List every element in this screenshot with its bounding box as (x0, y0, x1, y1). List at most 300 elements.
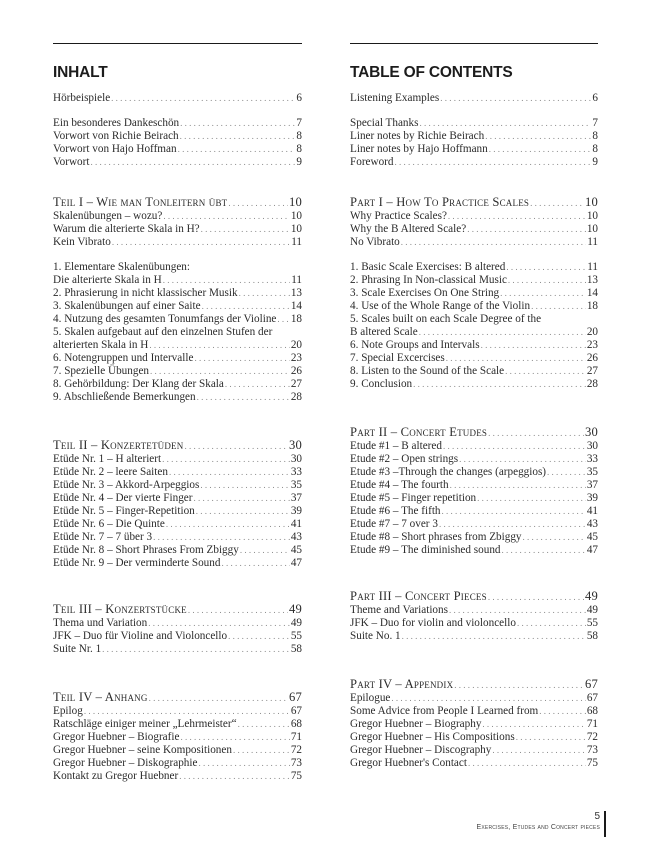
entry-title: 6. Notengruppen und Intervalle (53, 352, 194, 364)
entry-page-number: 27 (290, 378, 302, 390)
entry-title: Vorwort (53, 156, 90, 168)
toc-entry[interactable] (350, 718, 598, 731)
entry-page-number: 26 (290, 365, 302, 377)
entry-title: Etude #2 – Open strings (350, 453, 459, 465)
preface-group (350, 117, 598, 169)
entry-page-number: 72 (290, 744, 302, 756)
dot-leader (477, 492, 586, 505)
entry-title: Gregor Huebner's Contact (350, 757, 467, 769)
toc-entry[interactable] (53, 744, 302, 757)
toc-entry[interactable] (350, 210, 598, 223)
part-heading[interactable] (350, 589, 598, 604)
entry-page-number: 27 (586, 365, 598, 377)
entry-page-number: 73 (290, 757, 302, 769)
entry-page-number: 30 (585, 425, 598, 439)
entry-title: Thema und Variation (53, 617, 148, 629)
entry-title: 3. Skalenübungen auf einer Saite (53, 300, 201, 312)
entry-page-number: 20 (290, 339, 302, 351)
entry-title: Die alterierte Skala in H (53, 274, 162, 286)
dot-leader (539, 705, 586, 718)
entry-page-number: 13 (290, 287, 302, 299)
entry-title: Gregor Huebner – Biography (350, 718, 482, 730)
dot-leader (201, 223, 290, 236)
entry-title: 4. Nutzung des gesamten Tonumfangs der Violine (53, 313, 277, 325)
entry-title: 8. Gehörbildung: Der Klang der Skala (53, 378, 224, 390)
dot-leader (197, 391, 290, 404)
entry-title: Ratschläge einiger meiner „Lehrmeister“ (53, 718, 237, 730)
toc-entry[interactable] (350, 274, 598, 287)
footer-bar (604, 811, 607, 837)
entry-title: Listening Examples (350, 92, 440, 104)
toc-entry[interactable] (350, 453, 598, 466)
dot-leader (180, 117, 295, 130)
dot-leader (492, 744, 585, 757)
entry-title: Kein Vibrato (53, 236, 111, 248)
toc-entry[interactable] (53, 630, 302, 643)
entry-title: Etüde Nr. 5 – Finger-Repetition (53, 505, 195, 517)
dot-leader (111, 92, 295, 105)
entry-page-number: 55 (290, 630, 302, 642)
dot-leader (443, 440, 586, 453)
dot-leader (196, 505, 290, 518)
entry-page-number: 10 (290, 223, 302, 235)
entry-page-number: 58 (290, 643, 302, 655)
entry-page-number: 9 (592, 156, 598, 168)
toc-entry[interactable] (53, 770, 302, 783)
entry-title: alterierten Skala in H (53, 339, 149, 351)
dot-leader (163, 274, 290, 287)
entry-title: Etude #1 – B altered (350, 440, 442, 452)
dot-leader (102, 643, 290, 656)
toc-entry[interactable] (53, 492, 302, 505)
toc-entry[interactable] (350, 617, 598, 630)
entry-page-number: 71 (586, 718, 598, 730)
entry-title: Part I – How To Practice Scales (350, 195, 530, 209)
toc-entry[interactable] (53, 731, 302, 744)
toc-entry[interactable] (350, 143, 598, 156)
dot-leader (150, 365, 290, 378)
entry-title: Why Practice Scales? (350, 210, 447, 222)
entry-page-number: 28 (586, 378, 598, 390)
toc-entry[interactable] (53, 466, 302, 479)
dot-leader (467, 223, 586, 236)
part-heading[interactable] (53, 602, 302, 617)
dot-leader (84, 705, 290, 718)
entry-title: Epilog (53, 705, 83, 717)
entry-title: Teil IV – Anhang (53, 690, 148, 704)
entry-page-number: 43 (586, 518, 598, 530)
toc-entry[interactable] (53, 274, 302, 287)
dot-leader (481, 339, 586, 352)
entry-page-number: 47 (586, 544, 598, 556)
part-4-section (53, 690, 302, 783)
toc-entry[interactable] (53, 365, 302, 378)
entry-title: Theme and Variations (350, 604, 448, 616)
part-3-section (350, 589, 598, 643)
dot-leader (112, 236, 290, 249)
entry-title: Etüde Nr. 7 – 7 über 3 (53, 531, 153, 543)
toc-entry[interactable] (53, 143, 302, 156)
dot-leader (240, 544, 290, 557)
entry-title: Ein besonderes Dankeschön (53, 117, 180, 129)
dot-leader (454, 678, 584, 692)
entry-title: Etüde Nr. 3 – Akkord-Arpeggios (53, 479, 200, 491)
entry-title: 9. Conclusion (350, 378, 413, 390)
entry-title: Some Advice from People I Learned from (350, 705, 539, 717)
dot-leader (401, 236, 586, 249)
entry-page-number: 28 (290, 391, 302, 403)
toc-entry[interactable] (350, 92, 598, 105)
dot-leader (166, 518, 290, 531)
entry-title: Vorwort von Richie Beirach (53, 130, 179, 142)
part-1-subsection (53, 261, 302, 404)
part-1-subsection (350, 261, 598, 391)
entry-title: 3. Scale Exercises On One String (350, 287, 500, 299)
entry-page-number: 35 (586, 466, 598, 478)
toc-entry[interactable] (53, 300, 302, 313)
toc-entry[interactable] (53, 378, 302, 391)
entry-page-number: 75 (586, 757, 598, 769)
toc-entry[interactable] (350, 705, 598, 718)
entry-title: Suite Nr. 1 (53, 643, 102, 655)
entry-title: 6. Note Groups and Intervals (350, 339, 480, 351)
entry-page-number: 73 (586, 744, 598, 756)
page-footer (477, 811, 606, 833)
entry-title: Special Thanks (350, 117, 419, 129)
entry-title: Etüde Nr. 4 – Der vierte Finger (53, 492, 193, 504)
entry-page-number: 49 (585, 589, 598, 603)
toc-entry[interactable] (350, 479, 598, 492)
dot-leader (516, 731, 586, 744)
dot-leader (506, 261, 586, 274)
toc-entry[interactable] (53, 92, 302, 105)
toc-entry[interactable] (350, 156, 598, 169)
part-3-section (53, 602, 302, 656)
entry-title: Gregor Huebner – seine Kompositionen (53, 744, 232, 756)
toc-entry[interactable] (350, 531, 598, 544)
entry-title: Part III – Concert Pieces (350, 589, 487, 603)
entry-page-number: 37 (586, 479, 598, 491)
dot-leader (523, 531, 586, 544)
toc-entry-line[interactable]: 5. Skalen aufgebaut auf den einzelnen Stufen der (53, 326, 273, 338)
entry-title: Etude #5 – Finger repetition (350, 492, 477, 504)
entry-page-number: 35 (290, 479, 302, 491)
entry-page-number: 75 (290, 770, 302, 782)
entry-page-number: 67 (585, 677, 598, 691)
entry-title: 2. Phrasierung in nicht klassischer Musik (53, 287, 238, 299)
entry-title: 7. Special Excercises (350, 352, 445, 364)
dot-leader (489, 143, 592, 156)
toc-entry[interactable] (350, 352, 598, 365)
toc-entry[interactable] (53, 391, 302, 404)
toc-entry[interactable] (53, 643, 302, 656)
entry-title: Etude #3 –Through the changes (arpeggios) (350, 466, 547, 478)
entry-page-number: 11 (291, 236, 302, 248)
toc-entry[interactable] (350, 744, 598, 757)
part-heading[interactable] (53, 438, 302, 453)
entry-page-number: 8 (296, 130, 302, 142)
entry-page-number: 10 (290, 210, 302, 222)
part-4-section (350, 677, 598, 770)
dot-leader (228, 196, 288, 210)
dot-leader (277, 313, 289, 326)
top-rule (350, 43, 598, 44)
toc-entry[interactable] (53, 718, 302, 731)
entry-title: Warum die alterierte Skala in H? (53, 223, 200, 235)
entry-page-number: 49 (290, 617, 302, 629)
entry-title: No Vibrato (350, 236, 400, 248)
dot-leader (442, 505, 586, 518)
dot-leader (180, 731, 289, 744)
entry-page-number: 41 (586, 505, 598, 517)
toc-entry[interactable] (53, 757, 302, 770)
entry-title: Liner notes by Richie Beirach (350, 130, 485, 142)
dot-leader (459, 453, 586, 466)
entry-title: Etude #6 – The fifth (350, 505, 441, 517)
dot-leader (449, 604, 586, 617)
entry-page-number: 30 (289, 438, 302, 452)
toc-entry[interactable] (53, 505, 302, 518)
dot-leader (531, 300, 586, 313)
toc-entry[interactable] (350, 130, 598, 143)
toc-entry-line[interactable]: 5. Scales built on each Scale Degree of the (350, 313, 542, 325)
dot-leader (228, 630, 290, 643)
top-rule (53, 43, 302, 44)
toc-entry[interactable] (53, 617, 302, 630)
entry-page-number: 8 (592, 130, 598, 142)
toc-entry[interactable] (53, 705, 302, 718)
entry-title: 2. Phrasing In Non-classical Music (350, 274, 507, 286)
entry-page-number: 43 (290, 531, 302, 543)
book-title: Exercises, Etudes and Concert pieces (476, 824, 600, 831)
entry-page-number: 18 (586, 300, 598, 312)
dot-leader (184, 439, 288, 453)
entry-title: Kontakt zu Gregor Huebner (53, 770, 179, 782)
part-heading[interactable] (53, 195, 302, 210)
entry-page-number: 33 (586, 453, 598, 465)
dot-leader (419, 117, 591, 130)
dot-leader (198, 757, 289, 770)
entry-title: Etude #7 – 7 over 3 (350, 518, 438, 530)
toc-entry[interactable] (53, 223, 302, 236)
entry-title: Skalenübungen – wozu? (53, 210, 163, 222)
entry-page-number: 33 (290, 466, 302, 478)
toc-entry[interactable] (350, 505, 598, 518)
entry-title: Gregor Huebner – Biografie (53, 731, 180, 743)
toc-entry[interactable] (53, 531, 302, 544)
toc-entry[interactable] (53, 117, 302, 130)
toc-entry[interactable] (53, 479, 302, 492)
part-heading[interactable] (350, 677, 598, 692)
entry-page-number: 37 (290, 492, 302, 504)
dot-leader (500, 287, 586, 300)
intro-group (350, 92, 598, 105)
toc-entry[interactable] (350, 326, 598, 339)
toc-entry[interactable] (350, 300, 598, 313)
dot-leader (508, 274, 586, 287)
entry-page-number: 10 (585, 195, 598, 209)
part-heading[interactable] (350, 425, 598, 440)
entry-page-number: 11 (587, 236, 598, 248)
entry-title: Etüde Nr. 6 – Die Quinte (53, 518, 165, 530)
toc-entry[interactable] (350, 518, 598, 531)
toc-entry[interactable] (53, 156, 302, 169)
toc-entry[interactable] (53, 352, 302, 365)
toc-entry[interactable] (350, 544, 598, 557)
entry-title: Hörbeispiele (53, 92, 111, 104)
entry-title: 1. Basic Scale Exercises: B altered (350, 261, 506, 273)
dot-leader (194, 352, 289, 365)
dot-leader (517, 617, 586, 630)
dot-leader (402, 630, 586, 643)
entry-page-number: 11 (291, 274, 302, 286)
entry-title: B altered Scale (350, 326, 418, 338)
dot-leader (488, 590, 584, 604)
dot-leader (440, 92, 591, 105)
toc-entry[interactable] (350, 223, 598, 236)
entry-title: Etüde Nr. 1 – H alteriert (53, 453, 162, 465)
toc-column-german (53, 43, 302, 795)
page-number: 5 (594, 811, 600, 822)
entry-page-number: 6 (296, 92, 302, 104)
dot-leader (419, 326, 586, 339)
entry-title: Gregor Huebner – His Compositions (350, 731, 515, 743)
toc-entry[interactable] (53, 518, 302, 531)
toc-entry[interactable] (350, 261, 598, 274)
entry-page-number: 71 (290, 731, 302, 743)
toc-entry[interactable] (53, 313, 302, 326)
part-2-section (350, 425, 598, 557)
toc-entry[interactable] (350, 365, 598, 378)
dot-leader (90, 156, 295, 169)
toc-entry[interactable] (53, 453, 302, 466)
dot-leader (162, 453, 290, 466)
dot-leader (148, 617, 290, 630)
toc-entry[interactable] (53, 544, 302, 557)
toc-entry[interactable] (350, 287, 598, 300)
dot-leader (468, 757, 586, 770)
toc-entry-line[interactable]: 1. Elementare Skalenübungen: (53, 261, 191, 273)
toc-entry[interactable] (53, 210, 302, 223)
dot-leader (395, 156, 592, 169)
toc-entry[interactable] (53, 236, 302, 249)
dot-leader (239, 287, 290, 300)
entry-page-number: 8 (296, 143, 302, 155)
entry-title: Vorwort von Hajo Hoffman (53, 143, 177, 155)
dot-leader (178, 143, 296, 156)
dot-leader (446, 352, 586, 365)
entry-title: Etüde Nr. 8 – Short Phrases From Zbiggy (53, 544, 239, 556)
entry-title: Why the B Altered Scale? (350, 223, 467, 235)
dot-leader (179, 770, 290, 783)
toc-entry[interactable] (350, 339, 598, 352)
dot-leader (482, 718, 585, 731)
toc-heading: INHALT (53, 64, 108, 81)
toc-entry[interactable] (350, 117, 598, 130)
entry-title: Gregor Huebner – Diskographie (53, 757, 198, 769)
dot-leader (149, 339, 289, 352)
entry-page-number: 39 (290, 505, 302, 517)
toc-entry[interactable] (53, 287, 302, 300)
entry-page-number: 39 (586, 492, 598, 504)
preface-group (53, 117, 302, 169)
toc-entry[interactable] (350, 692, 598, 705)
intro-group (53, 92, 302, 105)
dot-leader (221, 557, 289, 570)
toc-entry[interactable] (350, 440, 598, 453)
entry-title: Epilogue (350, 692, 391, 704)
entry-title: 9. Abschließende Bemerkungen (53, 391, 196, 403)
entry-title: Etude #9 – The diminished sound (350, 544, 501, 556)
entry-title: Teil III – Konzertstücke (53, 602, 187, 616)
toc-entry[interactable] (350, 757, 598, 770)
dot-leader (233, 744, 290, 757)
entry-page-number: 72 (586, 731, 598, 743)
toc-entry[interactable] (350, 731, 598, 744)
entry-page-number: 20 (586, 326, 598, 338)
toc-heading: TABLE OF CONTENTS (350, 64, 513, 81)
dot-leader (225, 378, 290, 391)
entry-page-number: 23 (586, 339, 598, 351)
toc-entry[interactable] (53, 339, 302, 352)
entry-page-number: 55 (586, 617, 598, 629)
toc-entry[interactable] (350, 236, 598, 249)
toc-entry[interactable] (350, 630, 598, 643)
part-1-section (350, 195, 598, 249)
entry-title: Etüde Nr. 2 – leere Saiten (53, 466, 168, 478)
entry-page-number: 10 (586, 223, 598, 235)
dot-leader (413, 378, 586, 391)
dot-leader (448, 210, 586, 223)
entry-page-number: 49 (289, 602, 302, 616)
dot-leader (194, 492, 290, 505)
entry-page-number: 14 (290, 300, 302, 312)
toc-entry[interactable] (350, 492, 598, 505)
entry-title: Teil I – Wie man Tonleitern übt (53, 195, 228, 209)
dot-leader (502, 544, 586, 557)
entry-page-number: 13 (586, 274, 598, 286)
entry-page-number: 11 (587, 261, 598, 273)
entry-page-number: 49 (586, 604, 598, 616)
dot-leader (163, 210, 289, 223)
entry-page-number: 7 (592, 117, 598, 129)
entry-page-number: 9 (296, 156, 302, 168)
entry-page-number: 67 (290, 705, 302, 717)
toc-entry[interactable] (53, 130, 302, 143)
part-heading[interactable] (53, 690, 302, 705)
entry-page-number: 67 (586, 692, 598, 704)
dot-leader (505, 365, 586, 378)
dot-leader (202, 300, 290, 313)
entry-page-number: 47 (290, 557, 302, 569)
entry-title: 8. Listen to the Sound of the Scale (350, 365, 505, 377)
toc-entry[interactable] (350, 604, 598, 617)
entry-page-number: 8 (592, 143, 598, 155)
entry-title: Gregor Huebner – Discography (350, 744, 492, 756)
entry-title: Liner notes by Hajo Hoffmann (350, 143, 488, 155)
entry-title: 4. Use of the Whole Range of the Violin (350, 300, 531, 312)
dot-leader (238, 718, 290, 731)
toc-entry[interactable] (350, 378, 598, 391)
toc-entry[interactable] (350, 466, 598, 479)
entry-page-number: 30 (586, 440, 598, 452)
toc-entry[interactable] (53, 557, 302, 570)
entry-title: Part IV – Appendix (350, 677, 454, 691)
entry-title: Etude #4 – The fourth (350, 479, 449, 491)
dot-leader (180, 130, 296, 143)
part-heading[interactable] (350, 195, 598, 210)
entry-title: Etude #8 – Short phrases from Zbiggy (350, 531, 522, 543)
